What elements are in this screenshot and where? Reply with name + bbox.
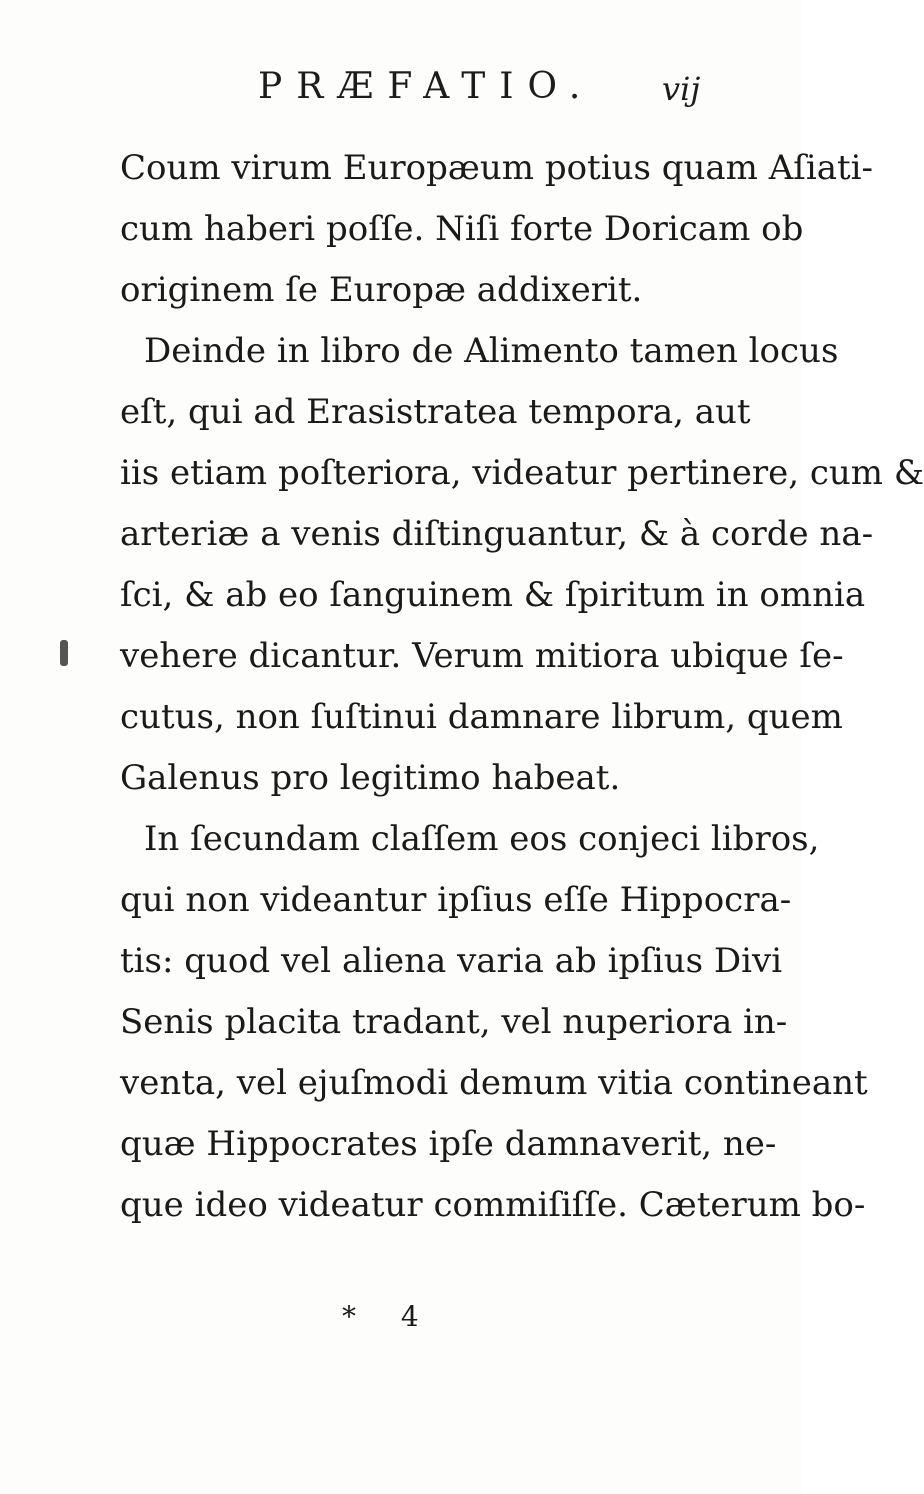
text-line: Coum virum Europæum potius quam Aſiati- xyxy=(120,148,874,188)
page-header xyxy=(0,66,801,116)
text-line: quæ Hippocrates ipſe damnaverit, ne- xyxy=(120,1124,777,1164)
text-line: ſci, & ab eo ſanguinem & ſpiritum in omnia xyxy=(120,575,866,615)
text-line: cum haberi poſſe. Niſi forte Doricam ob xyxy=(120,209,804,249)
text-line: que ideo videatur commiſiſſe. Cæterum bo- xyxy=(120,1185,866,1225)
text-line: qui non videantur ipſius eſſe Hippocra- xyxy=(120,880,792,920)
text-line: vehere dicantur. Verum mitiora ubique ſe- xyxy=(120,636,844,676)
page-number: vij xyxy=(662,70,701,108)
running-title: PRÆFATIO. xyxy=(258,66,595,107)
text-line: Senis placita tradant, vel nuperiora in- xyxy=(120,1002,788,1042)
body-text xyxy=(120,138,924,1236)
text-line: arteriæ a venis diſtinguantur, & à corde na- xyxy=(120,514,874,554)
text-line: In ſecundam claſſem eos conjeci libros, xyxy=(144,819,820,859)
text-line: cutus, non ſuſtinui damnare librum, quem xyxy=(120,697,843,737)
text-line: venta, vel ejuſmodi demum vitia contineant xyxy=(120,1063,868,1103)
text-line: tis: quod vel aliena varia ab ipſius Divi xyxy=(120,941,783,981)
ink-mark xyxy=(60,640,68,666)
signature-line xyxy=(0,1300,801,1340)
text-line: eſt, qui ad Erasistratea tempora, aut xyxy=(120,392,751,432)
text-line: Galenus pro legitimo habeat. xyxy=(120,758,621,798)
signature-mark: * 4 xyxy=(342,1300,437,1333)
text-line: Deinde in libro de Alimento tamen locus xyxy=(144,331,839,371)
text-line: originem ſe Europæ addixerit. xyxy=(120,270,643,310)
text-line: iis etiam poſteriora, videatur pertinere, cum & xyxy=(120,453,924,493)
